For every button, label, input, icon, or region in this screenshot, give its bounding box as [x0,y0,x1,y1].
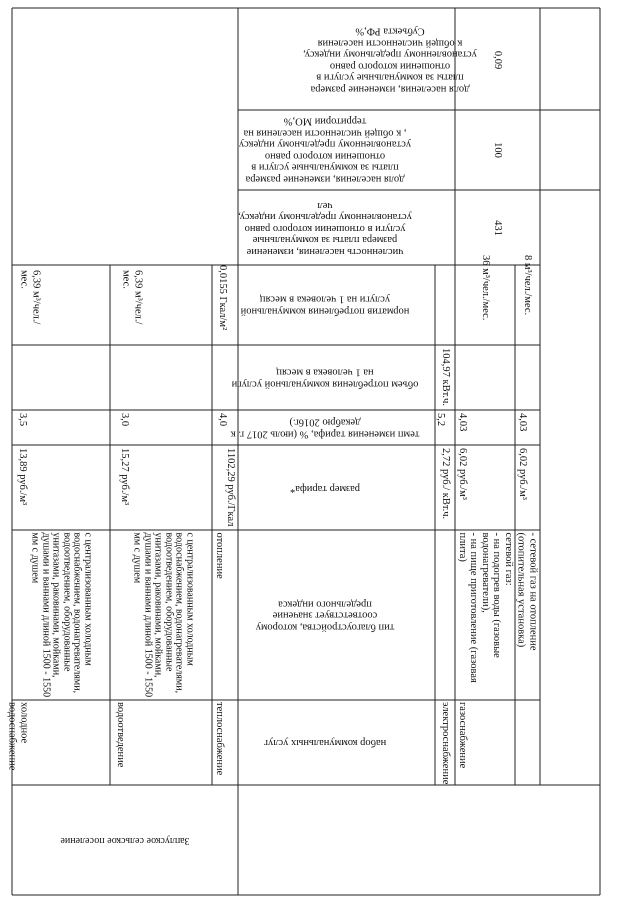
row4-growth: 5,2 [434,413,446,427]
header-services: набор коммунальных услуг [263,736,387,748]
row2-tariff: 15,27 руб./м³ [118,448,130,506]
row3-norm: 0,0155 Гкал/м² [216,265,228,331]
summary-share-mo: 100 [491,142,503,158]
row1-norm: 6,39 м³/чел./мес. [19,270,42,325]
header-tariff: размер тарифа* [289,482,361,494]
row1-tariff: 13,89 руб./м³ [16,448,28,506]
row2-norm: 6,39 м³/чел./мес. [121,270,144,325]
settlement-name: Заплуское сельское поселение [60,834,190,846]
row6-growth: 4,03 [516,413,528,432]
row3-service: теплоснабжение [213,702,225,776]
row5-norm: 36 м³/чел./мес. [479,255,491,321]
header-amenity: тип благоустройства, которому соответствует значение предельного индекса [255,598,395,633]
header-volume: объем потребления коммунальной услуги на 1 человека в месяц [231,367,419,390]
row6-norm: 8 м³/чел./мес. [521,255,533,316]
header-growth: темп изменения тарифа, % (июль 2017 г. к декабрю 2016г.) [230,417,420,440]
row4-service: электроснабжение [439,702,451,785]
header-share-subject: доля населения, изменение размера платы за коммунальные услуги в отношении которого равно установленному предельному индексу, к общей численности населения Субъекта РФ,% [303,26,477,95]
row3-amenity: отопление [213,532,225,579]
row1-amenity: с централизованным холодным водоснабжением, водонагревателями, водоотведением, оборудованные унитазами, раковинами, мойками, душами и ваннами длиной 1500 - 1550 мм с душем [30,532,94,698]
row2-service: водоотведение [114,702,126,768]
row2-growth: 3,0 [118,413,130,427]
row5-service: газоснабжение [456,702,468,769]
summary-share-subject: 0,09 [491,50,503,70]
header-norm: норматив потребления коммунальной услуги на 1 человека в месяц [240,294,410,317]
row1-service: холодное водоснабжение [7,702,30,771]
row3-growth: 4,0 [216,413,228,427]
header-population: численность населения, изменение размера платы за коммунальные услуги в отношении которого равно установленному предельному индексу, чел [238,199,412,257]
row2-amenity: с централизованным холодным водоснабжением, водонагревателями, водоотведением, оборудованные унитазами, раковинами, мойками, душами и ваннами длиной 1500 - 1550 мм с душем [132,532,196,698]
header-share-mo: доля населения, изменение размера платы за коммунальные услуги в отношении которого равно установленному предельному индексу , к общей численности населения на территории МО,% [238,116,412,185]
row6-tariff: 6,02 руб./м³ [516,448,528,500]
summary-population: 431 [491,220,503,236]
row1-growth: 3,5 [16,413,28,427]
row4-tariff: 2,72 руб./ кВт.ч. [439,448,451,520]
row5-growth: 4,03 [456,413,468,432]
row5-amenity: сетевой газ: - на подогрев воды (газовые водонагреватели), - на пище приготовление (газовая плита) [456,532,514,683]
row4-volume: 104,97 кВт.ч. [439,348,451,406]
row6-amenity: - сетевой газ на отопление (отопительная установка) [516,532,539,651]
row5-tariff: 6,02 руб./м³ [456,448,468,500]
row3-tariff: 1102,29 руб./Гкал [224,448,236,527]
